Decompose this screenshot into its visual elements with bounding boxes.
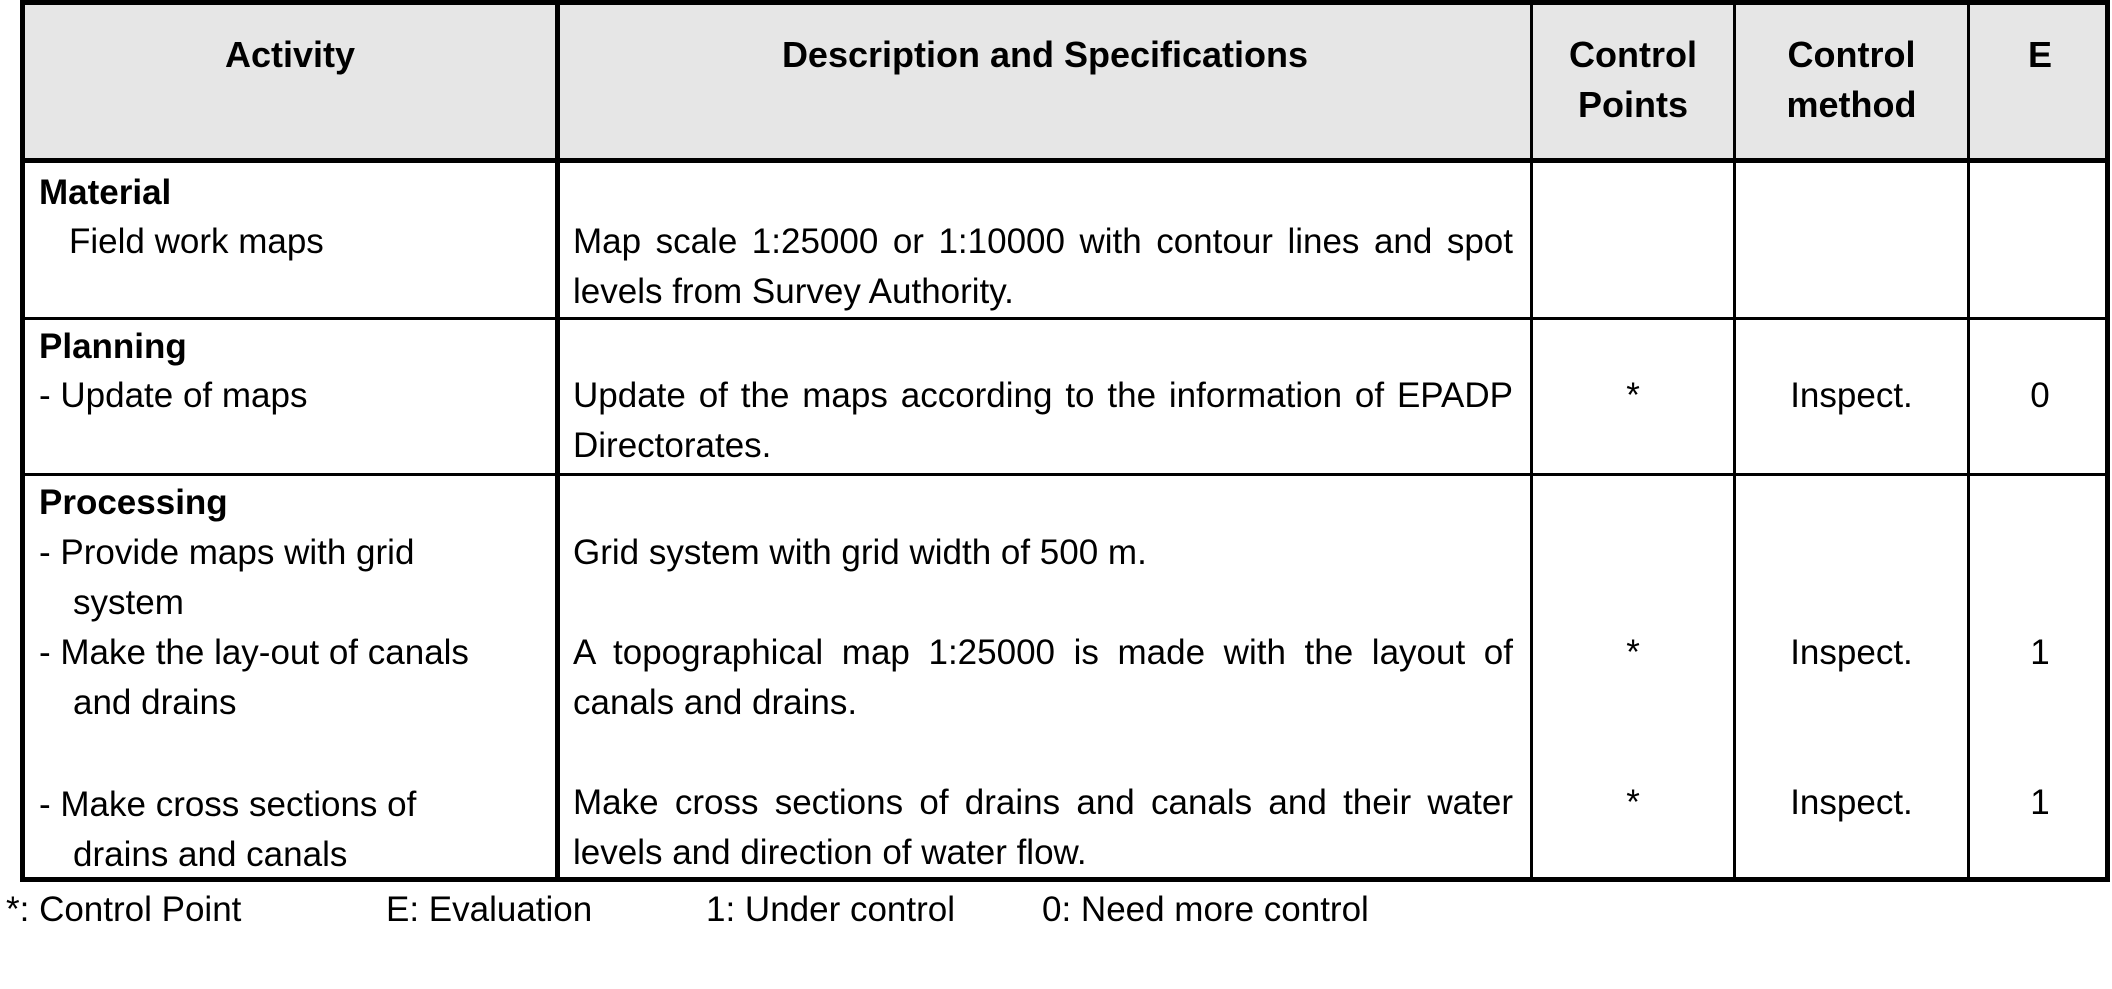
description-cell: Update of the maps according to the information of EPADP Directorates. bbox=[573, 376, 1513, 465]
header-control-method bbox=[1736, 30, 1967, 130]
row-divider bbox=[25, 473, 2105, 476]
description-cell: A topographical map 1:25000 is made with the layout of canals and drains. bbox=[573, 633, 1513, 722]
control-point-marker: * bbox=[1626, 376, 1640, 415]
activity-cell: - Make the lay-out of canals bbox=[39, 633, 469, 672]
legend-evaluation: E: Evaluation bbox=[386, 890, 593, 929]
header-activity: Activity bbox=[224, 34, 356, 75]
activity-cell: - Provide maps with grid bbox=[39, 533, 415, 572]
section-title-processing: Processing bbox=[39, 483, 228, 522]
activity-cell: - Make cross sections of bbox=[39, 785, 417, 824]
activity-cell-continuation: drains and canals bbox=[73, 835, 348, 874]
column-divider bbox=[1733, 5, 1736, 877]
control-method-cell: Inspect. bbox=[1790, 633, 1913, 672]
control-table bbox=[20, 0, 2110, 882]
header-evaluation: E bbox=[2027, 34, 2052, 75]
header-control-method-line1: Control bbox=[1787, 34, 1916, 75]
column-divider bbox=[1530, 5, 1533, 877]
evaluation-cell: 1 bbox=[2030, 783, 2050, 822]
header-control-method-line2: method bbox=[1786, 84, 1917, 125]
control-method-cell: Inspect. bbox=[1790, 376, 1913, 415]
legend-need-more-control: 0: Need more control bbox=[1042, 890, 1369, 929]
legend-control-point: *: Control Point bbox=[6, 890, 242, 929]
activity-cell-continuation: and drains bbox=[73, 683, 237, 722]
control-method-cell: Inspect. bbox=[1790, 783, 1913, 822]
control-point-marker: * bbox=[1626, 633, 1640, 672]
column-divider bbox=[1967, 5, 1970, 877]
section-title-material: Material bbox=[39, 173, 172, 212]
section-title-planning: Planning bbox=[39, 327, 187, 366]
description-cell: Make cross sections of drains and canals and their water levels and direction of water flow. bbox=[573, 783, 1513, 872]
column-divider bbox=[555, 5, 560, 877]
evaluation-cell: 0 bbox=[2030, 376, 2050, 415]
header-control-points bbox=[1533, 30, 1733, 130]
activity-cell: - Update of maps bbox=[39, 376, 308, 415]
legend-under-control: 1: Under control bbox=[706, 890, 956, 929]
header-description: Description and Specifications bbox=[781, 34, 1309, 75]
activity-cell: Field work maps bbox=[69, 222, 324, 261]
header-control-points-line1: Control bbox=[1569, 34, 1697, 75]
row-divider bbox=[25, 317, 2105, 320]
control-point-marker: * bbox=[1626, 783, 1640, 822]
evaluation-cell: 1 bbox=[2030, 633, 2050, 672]
description-cell: Grid system with grid width of 500 m. bbox=[573, 533, 1147, 572]
description-cell: Map scale 1:25000 or 1:10000 with contour lines and spot levels from Survey Authority. bbox=[573, 222, 1513, 311]
header-control-points-line2: Points bbox=[1577, 84, 1688, 125]
activity-cell-continuation: system bbox=[73, 583, 184, 622]
